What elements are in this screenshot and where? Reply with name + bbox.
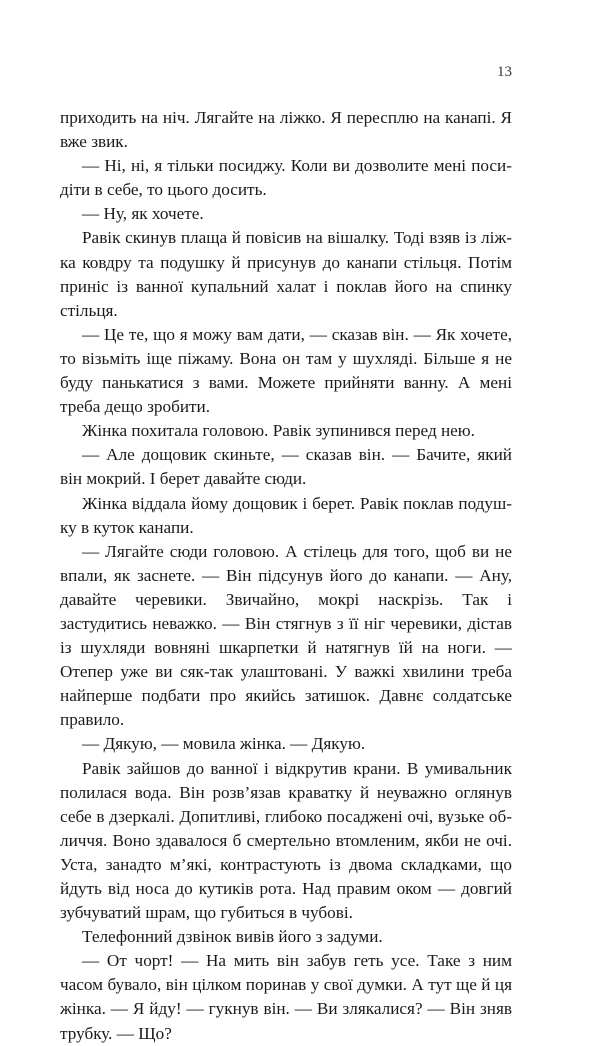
paragraph: — Ні, ні, я тільки посиджу. Коли ви дозволите мені посидіти в себе, то цього досить. [60, 156, 512, 200]
paragraph: Телефонний дзвінок вивів його з задуми. [82, 927, 383, 947]
paragraph: приходить на ніч. Лягайте на ліжко. Я пересплю на канапі. Я вже звик. [60, 108, 512, 152]
paragraph: Равік зайшов до ванної і відкрутив крани. В умивальник полилася вода. Він розв’язав краватку й неуважно оглянув себе в дзеркалі. Допитливі, глибоко посаджені очі, вузьке обличчя. Воно здавалося б смертельно втомленим, якби не очі. Уста, занадто м’які, контрастують із двома складками, що йдуть від носа до кутиків рота. Над правим оком — довгий зубчуватий шрам, що губиться в чубові. [60, 758, 512, 923]
paragraph: — Але дощовик скиньте, — сказав він. — Бачите, який він мокрий. І берет давайте сюди. [60, 445, 512, 489]
paragraph: Жінка віддала йому дощовик і берет. Равік поклав подушку в куток канапи. [60, 493, 512, 537]
paragraph: — От чорт! — На мить він забув геть усе. Таке з ним часом бувало, він цілком поринав у свої думки. А тут ще й ця жінка. — Я йду! — гукнув він. — Ви злякалися? — Він зняв трубку. — Що? [60, 951, 512, 1043]
paragraph: Жінка похитала головою. Равік зупинився перед нею. [82, 421, 475, 441]
paragraph: — Ну, як хочете. [82, 204, 204, 224]
paragraph: — Це те, що я можу вам дати, — сказав він. — Як хочете, то візьміть іще піжаму. Вона он там у шухляді. Більше я не буду панькатися з вами. Можете прийняти ванну. А мені треба дещо зробити. [60, 324, 512, 417]
body-text [60, 106, 512, 1046]
paragraph: — Лягайте сюди головою. А стілець для того, щоб ви не впали, як заснете. — Він підсунув його до канапи. — Ану, давайте черевики. Звичайно, мокрі наскрізь. Так і застудитись неважко. — Він стягнув з її ніг черевики, дістав із шухляди вовняні шкарпетки й натягнув їй на ноги. — Отепер уже ви сяк-так улаштовані. У важкі хвилини треба найперше подбати про якийсь затишок. Давнє солдатське правило. [60, 541, 512, 730]
paragraph: — Дякую, — мовила жінка. — Дякую. [82, 734, 366, 754]
paragraph: Равік скинув плаща й повісив на вішалку. Тоді взяв із ліжка ковдру та подушку й присунув до канапи стільця. Потім приніс із ванної купальний халат і поклав його на спинку стільця. [60, 228, 512, 320]
page-number: 13 [497, 64, 512, 80]
